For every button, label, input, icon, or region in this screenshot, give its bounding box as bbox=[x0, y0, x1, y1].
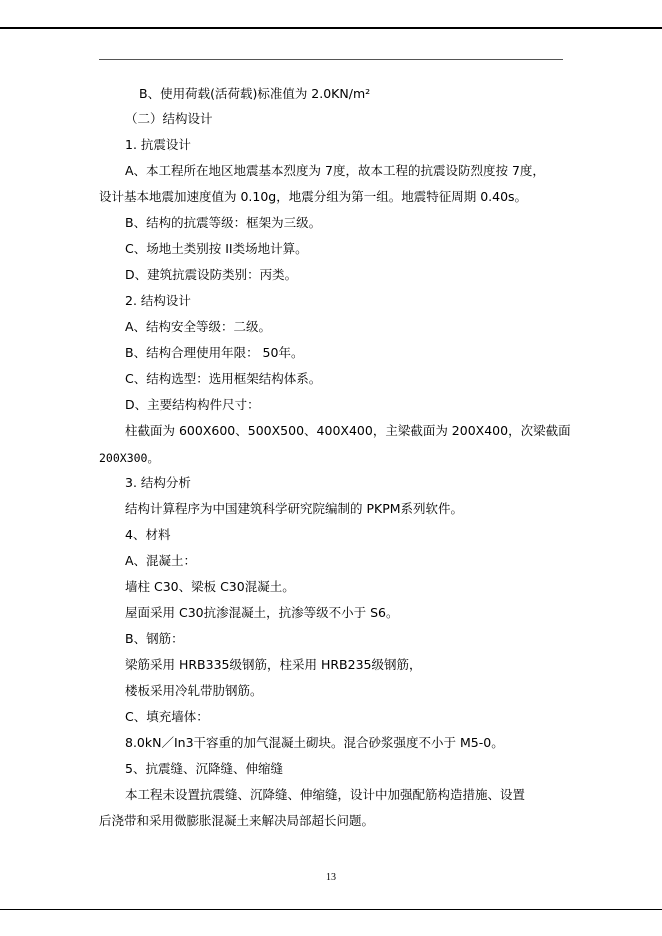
page-number: 13 bbox=[326, 872, 336, 883]
text-line: 本工程未设置抗震缝、沉降缝、伸缩缝，设计中加强配筋构造措施、设置 bbox=[125, 787, 526, 802]
text-line: B、钢筋： bbox=[125, 631, 184, 646]
text-line: B、结构的抗震等级：框架为三级。 bbox=[125, 215, 322, 230]
text-line: 楼板采用冷轧带肋钢筋。 bbox=[125, 683, 263, 698]
text-line-load: B、使用荷载(活荷载)标准值为 2.0KN/m² bbox=[139, 86, 371, 101]
header-rule-thin bbox=[99, 59, 563, 60]
subheading-structural-design: 2. 结构设计 bbox=[125, 293, 191, 308]
subheading-seismic: 1. 抗震设计 bbox=[125, 137, 191, 152]
text-line: 后浇带和采用微膨胀混凝土来解决局部超长问题。 bbox=[99, 813, 375, 828]
header-rule-thick bbox=[0, 27, 662, 29]
text-line: A、混凝土： bbox=[125, 553, 197, 568]
footer-rule bbox=[0, 909, 662, 910]
text-line: 200X300。 bbox=[99, 451, 159, 465]
text-line: 梁筋采用 HRB335级钢筋，柱采用 HRB235级钢筋， bbox=[125, 657, 422, 672]
text-line: A、结构安全等级：二级。 bbox=[125, 319, 272, 334]
subheading-materials: 4、材料 bbox=[125, 527, 171, 542]
text-line: 屋面采用 C30抗渗混凝土，抗渗等级不小于 S6。 bbox=[125, 605, 399, 620]
text-line: D、建筑抗震设防类别：丙类。 bbox=[125, 267, 298, 282]
section-heading-structure: （二）结构设计 bbox=[125, 111, 213, 126]
subheading-analysis: 3. 结构分析 bbox=[125, 475, 191, 490]
text-line: 设计基本地震加速度值为 0.10g，地震分组为第一组。地震特征周期 0.40s。 bbox=[99, 189, 528, 204]
text-line: C、场地土类别按 II类场地计算。 bbox=[125, 241, 308, 256]
text-line: 8.0kN／In3干容重的加气混凝土砌块。混合砂浆强度不小于 M5-0。 bbox=[125, 735, 504, 750]
text-line: C、结构选型：选用框架结构体系。 bbox=[125, 371, 322, 386]
text-line: 结构计算程序为中国建筑科学研究院编制的 PKPM系列软件。 bbox=[125, 501, 464, 516]
text-line: B、结构合理使用年限： 50年。 bbox=[125, 345, 304, 360]
text-line: D、主要结构构件尺寸： bbox=[125, 397, 260, 412]
text-line: C、填充墙体： bbox=[125, 709, 209, 724]
text-line: A、本工程所在地区地震基本烈度为 7度，故本工程的抗震设防烈度按 7度， bbox=[125, 163, 545, 178]
text-line: 柱截面为 600X600、500X500、400X400，主梁截面为 200X400，次梁截面 bbox=[125, 423, 571, 438]
text-line: 墙柱 C30、梁板 C30混凝土。 bbox=[125, 579, 295, 594]
subheading-joints: 5、抗震缝、沉降缝、伸缩缝 bbox=[125, 761, 283, 776]
